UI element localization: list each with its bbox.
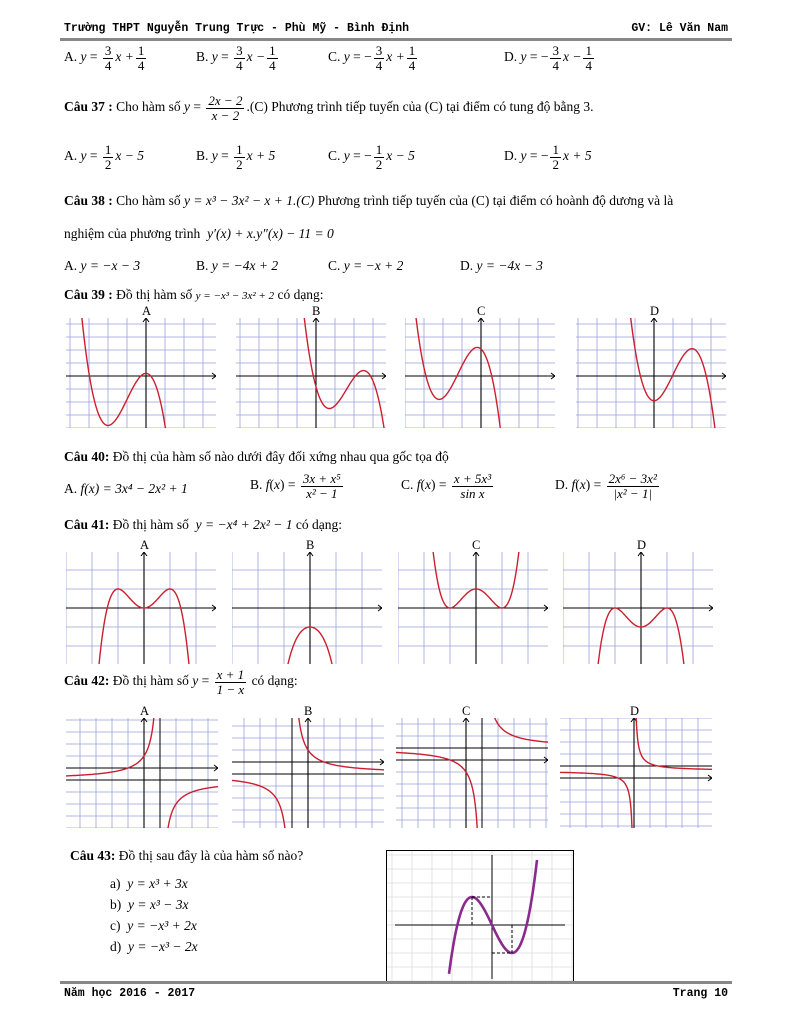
q38-stem-2: nghiệm của phương trình y′(x) + x.y″(x) − 11 = 0 — [64, 226, 334, 241]
footer-year: Năm học 2016 - 2017 — [64, 987, 196, 1000]
q37-option-3: D. y = − $\frac{1}{2}$ x + 5 — [504, 142, 592, 172]
q40-option-d: D. f(x) = $\frac{\text{2x⁶ − 3x²}}{\text{|x² − 1|}}$ — [555, 471, 657, 501]
q36-option-2: C. y = − $\frac{3}{4}$ x + $\frac{1}{4}$ — [328, 43, 416, 73]
q42-graph-A-label: A — [140, 704, 150, 718]
q38-stem: Câu 38 : Cho hàm số y = x³ − 3x² − x + 1.(C) Phương trình tiếp tuyến của (C) tại điểm có hoành độ dương và là — [64, 193, 674, 208]
q43-option-1: b) y = x³ − 3x — [110, 897, 189, 912]
q43-option-2: c) y = −x³ + 2x — [110, 918, 197, 933]
q42-graph-D — [560, 718, 712, 828]
q38-option-1: B. y = −4x + 2 — [196, 258, 279, 273]
q40-option-b: B. f(x) = $\frac{\text{3x + x⁵}}{\text{x² − 1}}$ — [250, 471, 341, 501]
q42-graph-D-label: D — [630, 704, 640, 718]
q39-graph-C-label: C — [477, 304, 486, 318]
q37-option-2: C. y = − $\frac{1}{2}$ x − 5 — [328, 142, 415, 172]
q41-graph-C — [398, 552, 548, 664]
q39-graph-D — [576, 318, 726, 428]
q39-graph-D-label: D — [650, 304, 660, 318]
q36-option-3: D. y = − $\frac{3}{4}$ x − $\frac{1}{4}$ — [504, 43, 592, 73]
q41-graph-B — [232, 552, 382, 664]
page-header — [64, 22, 728, 35]
header-school: Trường THPT Nguyễn Trung Trực - Phù Mỹ - Bình Định — [64, 22, 410, 35]
header-teacher: GV: Lê Văn Nam — [631, 22, 728, 35]
q39-graph-A-label: A — [142, 304, 152, 318]
q40-stem: Câu 40: Đồ thị của hàm số nào dưới đây đối xứng nhau qua gốc tọa độ — [64, 449, 449, 464]
q41-graph-D — [563, 552, 713, 664]
q36-option-1: B. y = $\frac{3}{4}$ x − $\frac{1}{4}$ — [196, 43, 276, 73]
q43-stem: Câu 43: Đồ thị sau đây là của hàm số nào? — [70, 848, 304, 863]
q39-graph-C — [405, 318, 555, 428]
q39-stem: Câu 39 : Đồ thị hàm số y = −x³ − 3x² + 2 có dạng: — [64, 287, 324, 302]
q41-stem: Câu 41: Đồ thị hàm số y = −x⁴ + 2x² − 1 có dạng: — [64, 517, 343, 532]
footer-page: Trang 10 — [672, 987, 728, 1000]
header-rule — [60, 38, 732, 41]
q38-option-0: A. y = −x − 3 — [64, 258, 141, 273]
q41-graph-B-label: B — [306, 538, 315, 552]
q41-graph-A — [66, 552, 216, 664]
q39-graph-B-label: B — [312, 304, 321, 318]
q41-graph-C-label: C — [472, 538, 481, 552]
q38-option-3: D. y = −4x − 3 — [460, 258, 543, 273]
q43-option-0: a) y = x³ + 3x — [110, 876, 188, 891]
q42-stem: Câu 42: Đồ thị hàm số y = $\frac{x + 1}{1 - x}$ có dạng: — [64, 667, 298, 697]
q37-fraction: $\frac{2x - 2}{x - 2}$ — [208, 93, 243, 123]
q37-option-1: B. y = $\frac{1}{2}$ x + 5 — [196, 142, 276, 172]
q41-graph-A-label: A — [140, 538, 150, 552]
q41-graph-D-label: D — [637, 538, 647, 552]
q37-label: Câu 37 : — [64, 99, 113, 115]
q38-option-2: C. y = −x + 2 — [328, 258, 404, 273]
footer-rule — [60, 981, 732, 984]
q43-graph — [386, 850, 574, 984]
q40-option-c: C. f(x) = $\frac{\text{x + 5x³}}{\text{sin x}}$ — [401, 471, 492, 501]
q42-graph-B-label: B — [304, 704, 313, 718]
q37-stem: Câu 37 : Cho hàm số y = $\frac{2x - 2}{x - 2}$ .(C) Phương trình tiếp tuyến của (C) tại điểm có tung độ bằng 3. — [64, 93, 594, 123]
q42-graph-A — [66, 718, 218, 828]
q37-option-0: A. y = $\frac{1}{2}$ x − 5 — [64, 142, 144, 172]
page-footer — [64, 987, 728, 1000]
q43-option-3: d) y = −x³ − 2x — [110, 939, 198, 954]
q40-option-a: A. f(x) = 3x⁴ − 2x² + 1 — [64, 481, 188, 496]
q39-graph-A — [66, 318, 216, 428]
q36-option-0: A. y = $\frac{3}{4}$ x + $\frac{1}{4}$ — [64, 43, 145, 73]
q42-graph-C — [396, 718, 548, 828]
q39-graph-B — [236, 318, 386, 428]
q42-graph-B — [232, 718, 384, 828]
q42-graph-C-label: C — [462, 704, 471, 718]
